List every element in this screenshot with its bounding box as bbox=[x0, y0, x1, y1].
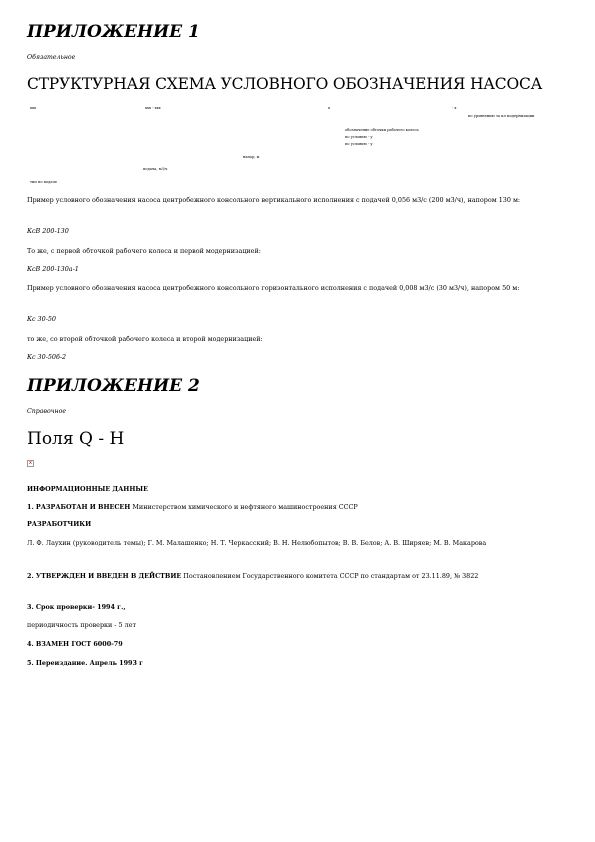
info-item-2-label: 2. УТВЕРЖДЕН И ВВЕДЕН В ДЕЙСТВИЕ bbox=[27, 572, 182, 580]
developers-list: Л. Ф. Лаухин (руководитель темы); Г. М. Малашенко; Н. Т. Черкасский; В. Н. Нелюбопытов; В. В. Белов; А. В. Ширяев; М. В. Макарова bbox=[27, 539, 487, 547]
appendix1-heading: ПРИЛОЖЕНИЕ 1 bbox=[27, 22, 200, 42]
info-item-2-text: Постановлением Государственного комитета СССР по стандартам от 23.11.89, № 3822 bbox=[181, 572, 479, 580]
info-item-1 bbox=[27, 502, 552, 513]
example-2-code: Кс 30-50 bbox=[27, 315, 56, 323]
example-2b-text: то же, со второй обточкой рабочего колеса и второй модернизацией: bbox=[27, 335, 263, 343]
appendix1-status: Обязательное bbox=[27, 54, 76, 61]
info-item-3-period: периодичность проверки - 5 лет bbox=[27, 621, 137, 629]
appendix1-title: СТРУКТУРНАЯ СХЕМА УСЛОВНОГО ОБОЗНАЧЕНИЯ НАСОСА bbox=[27, 75, 543, 93]
broken-image-icon bbox=[27, 460, 34, 467]
scheme-label: по условию - у bbox=[345, 142, 373, 146]
scheme-label: по уровнению за кл модернизации bbox=[468, 114, 535, 118]
info-item-5: 5. Переиздание. Апрель 1993 г bbox=[27, 659, 144, 667]
example-1-text: Пример условного обозначения насоса центробежного консольного вертикального исполнения с подачей 0,056 м3/с (200 м3/ч), напором 130 м: bbox=[27, 196, 521, 204]
info-item-2 bbox=[27, 571, 552, 582]
scheme-label: - х bbox=[452, 106, 457, 110]
appendix2-status: Справочное bbox=[27, 408, 67, 415]
example-1-code: КсВ 200-130 bbox=[27, 227, 69, 235]
scheme-label: х bbox=[328, 106, 331, 110]
info-item-1-label: 1. РАЗРАБОТАН И ВНЕСЕН bbox=[27, 503, 131, 511]
appendix2-heading: ПРИЛОЖЕНИЕ 2 bbox=[27, 376, 200, 396]
scheme-label: подача, м3/ч bbox=[143, 167, 168, 171]
appendix2-title: Поля Q - H bbox=[27, 429, 125, 449]
info-item-1-text: Министерством химического и нефтяного машиностроения СССР bbox=[130, 503, 358, 511]
info-item-4: 4. ВЗАМЕН ГОСТ 6000-79 bbox=[27, 640, 123, 648]
broken-image-mark: x bbox=[29, 460, 32, 466]
scheme-label: напор, м bbox=[243, 155, 260, 159]
info-item-3: 3. Срок проверки- 1994 г., bbox=[27, 603, 126, 611]
scheme-label: ххх - ххх bbox=[145, 106, 161, 110]
info-heading: ИНФОРМАЦИОННЫЕ ДАННЫЕ bbox=[27, 485, 148, 493]
scheme-label: ххх bbox=[30, 106, 37, 110]
example-2-text: Пример условного обозначения насоса центробежного консольного горизонтального исполнения с подачей 0,008 м3/с (30 м3/ч), напором 50 м: bbox=[27, 284, 520, 292]
example-1b-code: КсВ 200-130а-1 bbox=[27, 265, 79, 273]
scheme-label: по условию - у bbox=[345, 135, 373, 139]
scheme-label: обозначение обточки рабочего колеса bbox=[345, 128, 419, 132]
example-1b-text: То же, с первой обточкой рабочего колеса и первой модернизацией: bbox=[27, 247, 261, 255]
scheme-label: тип по подаче bbox=[30, 180, 58, 184]
example-2b-code: Кс 30-50б-2 bbox=[27, 353, 67, 361]
developers-label: РАЗРАБОТЧИКИ bbox=[27, 520, 92, 528]
